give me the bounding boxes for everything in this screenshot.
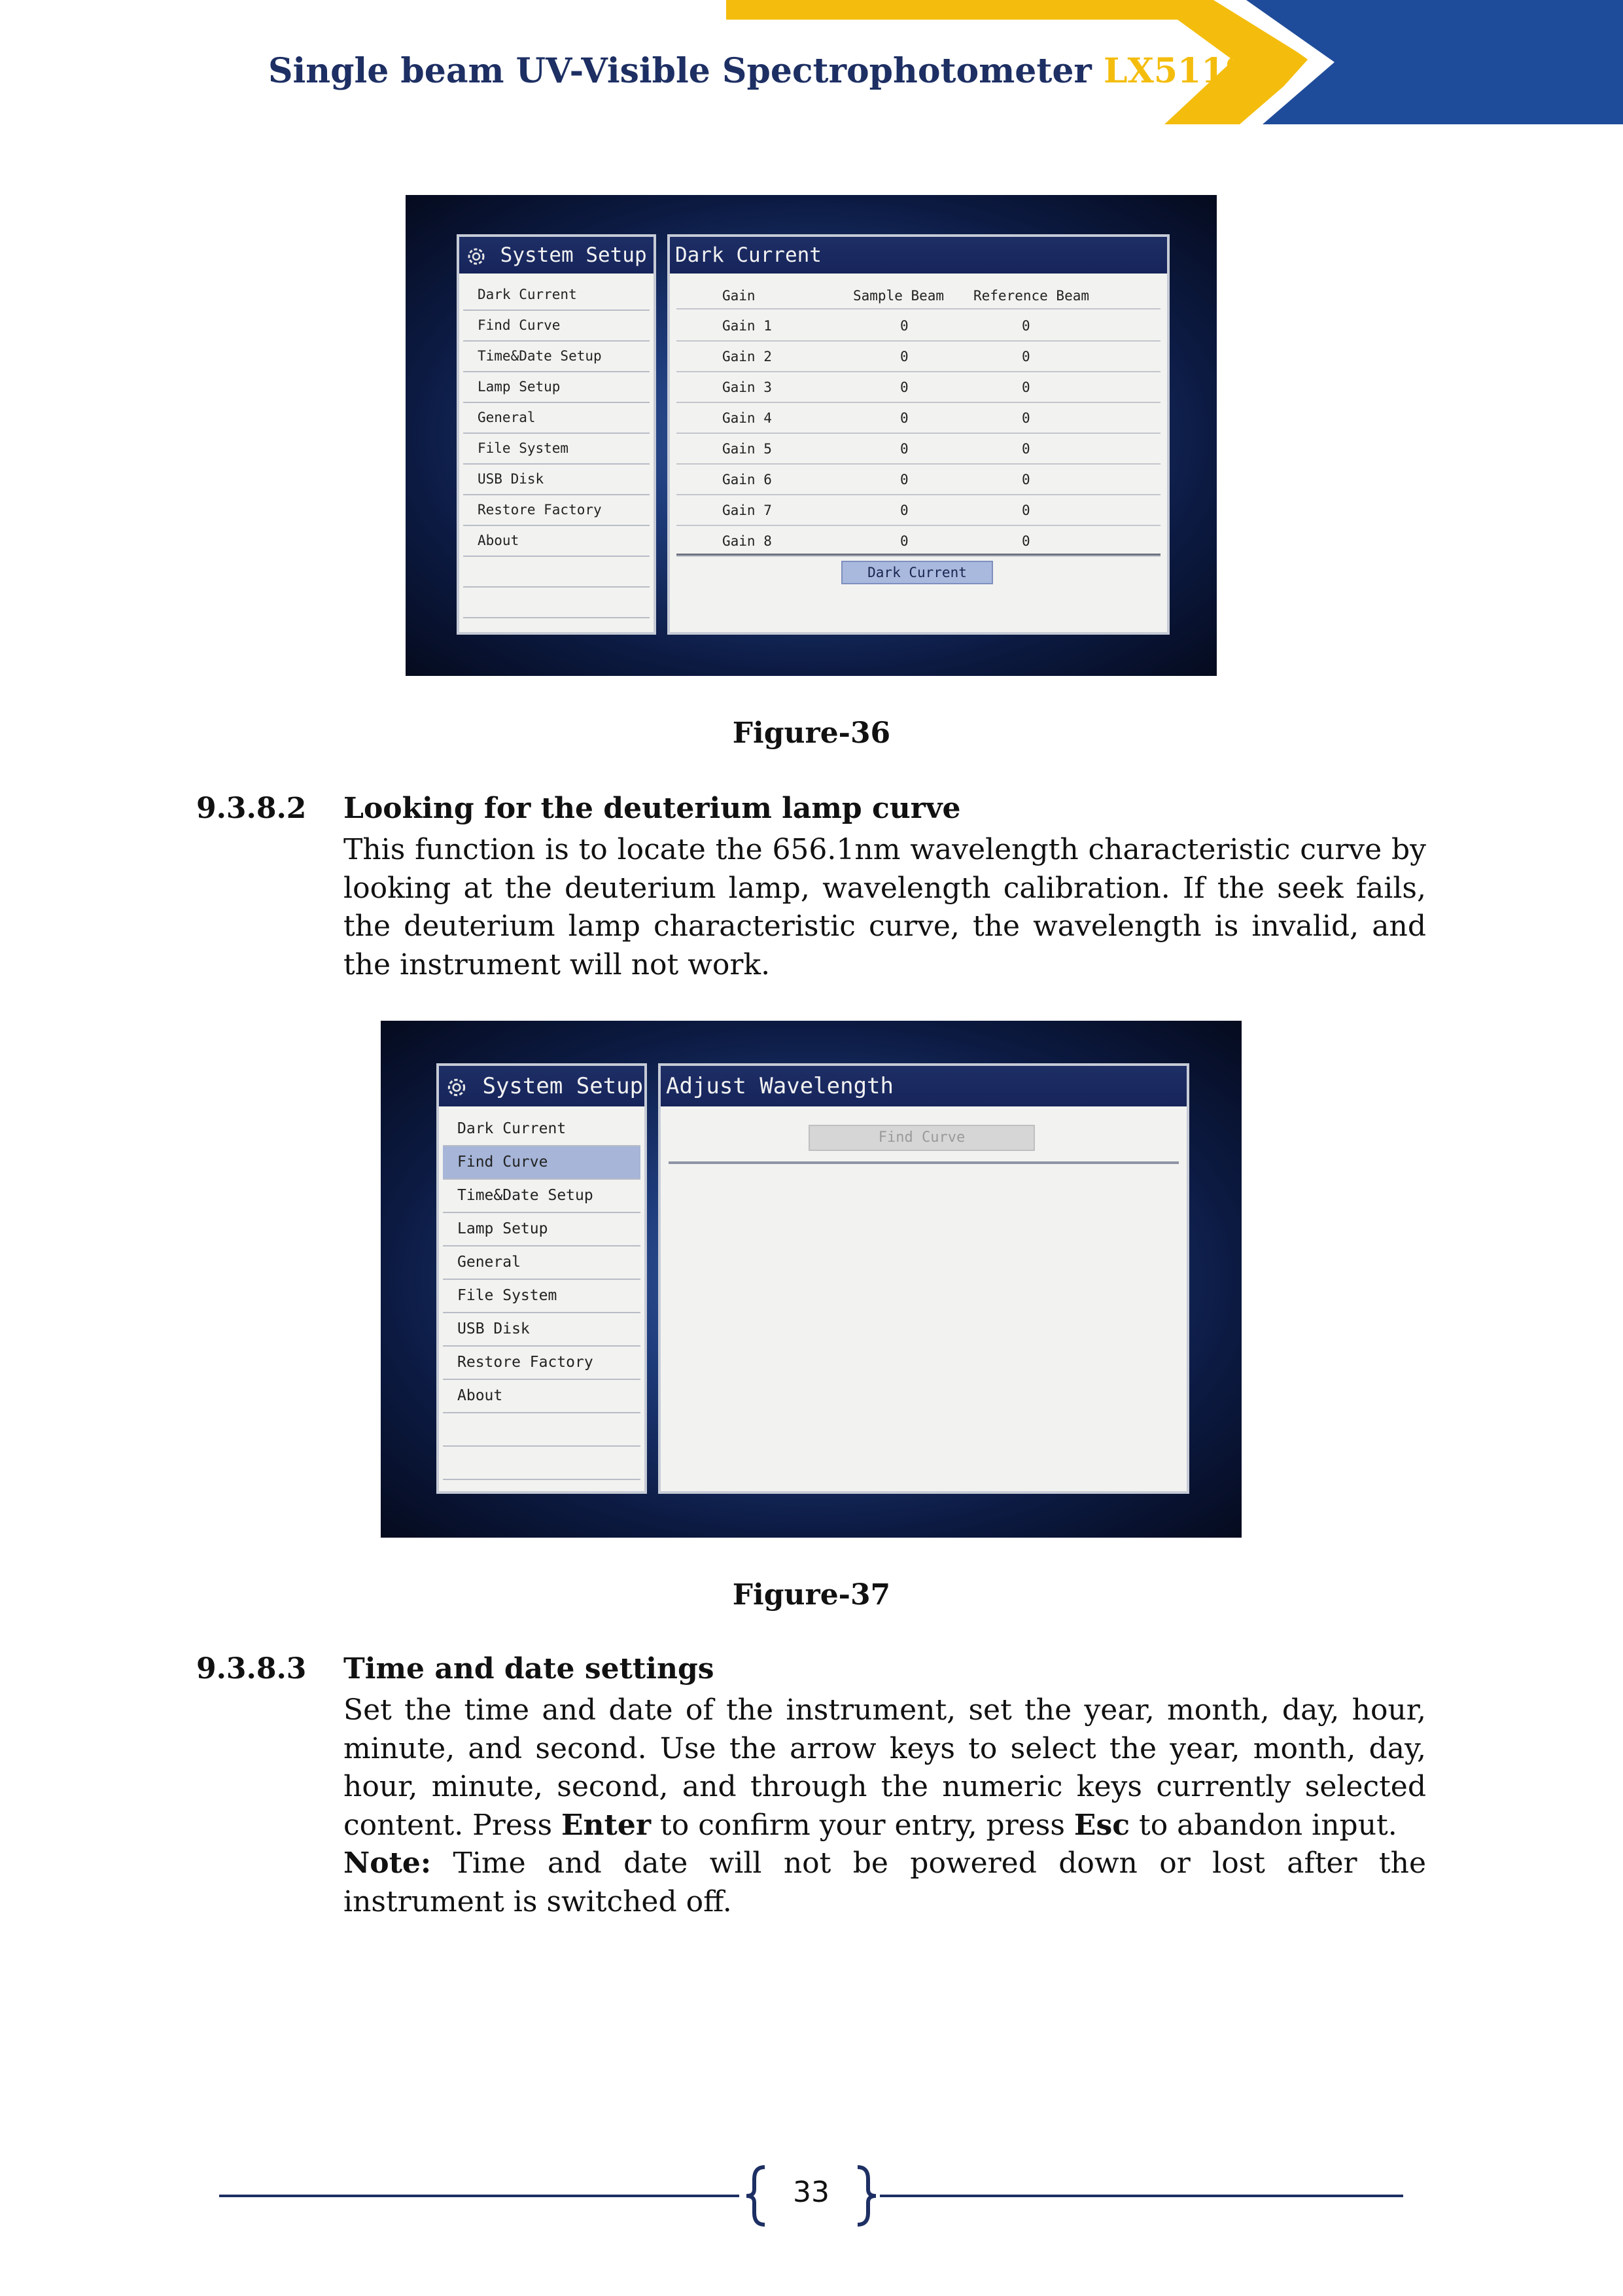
reference-beam-value: 0 bbox=[1022, 349, 1030, 364]
sidebar-item-general[interactable]: General bbox=[463, 403, 650, 434]
figure-37-caption: Figure-37 bbox=[732, 1578, 891, 1612]
section-number-9382: 9.3.8.2 bbox=[196, 792, 307, 825]
sample-beam-value: 0 bbox=[900, 410, 909, 426]
section-body-9383 bbox=[343, 1691, 1426, 1921]
reference-beam-value: 0 bbox=[1022, 533, 1030, 549]
sidebar-header bbox=[459, 237, 654, 274]
table-row-divider bbox=[676, 494, 1161, 495]
sidebar-item-file-system[interactable]: File System bbox=[443, 1280, 640, 1313]
gain-label: Gain 5 bbox=[722, 441, 772, 457]
panel-header bbox=[661, 1066, 1187, 1106]
sidebar-item-lamp-setup[interactable]: Lamp Setup bbox=[443, 1213, 640, 1246]
sidebar-item-restore-factory[interactable]: Restore Factory bbox=[463, 495, 650, 526]
sample-beam-value: 0 bbox=[900, 349, 909, 364]
sidebar-item-time-date-setup[interactable]: Time&Date Setup bbox=[443, 1180, 640, 1213]
sample-beam-value: 0 bbox=[900, 441, 909, 457]
section-body-9382-text: This function is to locate the 656.1nm wavelength characteristic curve by looking at the deuterium lamp, wavelength calibration. If the seek fails, the deuterium lamp characteristic curve, the wavelength is invalid, and the instrument will not work. bbox=[343, 833, 1426, 981]
body-text-1: Set the time and date of the instrument, set the year, month, day, hour, minute, and second. Use the arrow keys to select the year, month, day, hour, minute, second, and through the numeric keys currently selected content. Press bbox=[343, 1693, 1426, 1842]
sidebar-item-dark-current[interactable]: Dark Current bbox=[443, 1113, 640, 1146]
table-row-divider bbox=[676, 525, 1161, 526]
section-body-9382 bbox=[343, 831, 1426, 984]
system-setup-sidebar bbox=[457, 234, 656, 635]
find-curve-button[interactable]: Find Curve bbox=[809, 1125, 1035, 1151]
sidebar-empty-row bbox=[443, 1413, 640, 1447]
gear-icon bbox=[464, 245, 488, 268]
gain-label: Gain 8 bbox=[722, 533, 772, 549]
dark-current-button[interactable]: Dark Current bbox=[841, 561, 993, 584]
col-header-reference-beam: Reference Beam bbox=[973, 288, 1090, 304]
reference-beam-value: 0 bbox=[1022, 318, 1030, 334]
sidebar-header bbox=[439, 1066, 644, 1106]
sidebar-item-time-date-setup[interactable]: Time&Date Setup bbox=[463, 342, 650, 372]
sample-beam-value: 0 bbox=[900, 503, 909, 518]
table-row-divider bbox=[676, 340, 1161, 342]
gain-label: Gain 4 bbox=[722, 410, 772, 426]
sidebar-title: System Setup bbox=[482, 1073, 644, 1099]
sidebar-item-find-curve[interactable]: Find Curve bbox=[443, 1146, 640, 1180]
footer-line-right bbox=[880, 2195, 1403, 2197]
table-row-divider bbox=[676, 371, 1161, 372]
enter-key-label: Enter bbox=[561, 1808, 652, 1842]
table-bottom-line bbox=[676, 554, 1161, 556]
sidebar-item-restore-factory[interactable]: Restore Factory bbox=[443, 1347, 640, 1380]
note-text: Time and date will not be powered down or lost after the instrument is switched off. bbox=[343, 1846, 1426, 1918]
sidebar-item-dark-current[interactable]: Dark Current bbox=[463, 280, 650, 311]
gain-label: Gain 7 bbox=[722, 503, 772, 518]
sample-beam-value: 0 bbox=[900, 380, 909, 395]
figure-36-caption: Figure-36 bbox=[732, 716, 891, 750]
gain-label: Gain 3 bbox=[722, 380, 772, 395]
sidebar-item-file-system[interactable]: File System bbox=[463, 434, 650, 465]
header-divider bbox=[676, 308, 1161, 309]
footer-line-left bbox=[219, 2195, 739, 2197]
system-setup-sidebar bbox=[436, 1063, 647, 1494]
section-number-9383: 9.3.8.3 bbox=[196, 1652, 307, 1686]
table-row-divider bbox=[676, 433, 1161, 434]
gear-icon bbox=[444, 1075, 469, 1100]
body-text-3: to abandon input. bbox=[1130, 1808, 1397, 1842]
sidebar-empty-row bbox=[463, 588, 650, 618]
sidebar-item-about[interactable]: About bbox=[463, 526, 650, 557]
body-text-2: to confirm your entry, press bbox=[651, 1808, 1074, 1842]
page-number: 33 bbox=[793, 2176, 829, 2209]
table-row-divider bbox=[676, 556, 1161, 557]
sidebar-empty-row bbox=[443, 1447, 640, 1480]
section-body-9383-text bbox=[343, 1691, 1426, 1845]
sidebar-empty-row bbox=[463, 557, 650, 588]
adjust-wavelength-panel bbox=[658, 1063, 1189, 1494]
section-title-9383: Time and date settings bbox=[343, 1652, 714, 1686]
table-row-divider bbox=[676, 402, 1161, 403]
reference-beam-value: 0 bbox=[1022, 441, 1030, 457]
col-header-sample-beam: Sample Beam bbox=[853, 288, 945, 304]
reference-beam-value: 0 bbox=[1022, 472, 1030, 487]
sample-beam-value: 0 bbox=[900, 533, 909, 549]
left-brace-icon bbox=[742, 2164, 769, 2227]
sidebar-item-lamp-setup[interactable]: Lamp Setup bbox=[463, 372, 650, 403]
figure-36-screenshot bbox=[406, 195, 1217, 676]
sidebar-item-find-curve[interactable]: Find Curve bbox=[463, 311, 650, 342]
dark-current-panel bbox=[667, 234, 1170, 635]
right-brace-icon bbox=[854, 2164, 880, 2227]
note-paragraph bbox=[343, 1845, 1426, 1921]
sample-beam-value: 0 bbox=[900, 472, 909, 487]
sidebar-item-usb-disk[interactable]: USB Disk bbox=[463, 465, 650, 495]
sidebar-item-general[interactable]: General bbox=[443, 1246, 640, 1280]
table-row-divider bbox=[676, 463, 1161, 465]
reference-beam-value: 0 bbox=[1022, 380, 1030, 395]
col-header-gain: Gain bbox=[722, 288, 756, 304]
gain-label: Gain 1 bbox=[722, 318, 772, 334]
sidebar-item-usb-disk[interactable]: USB Disk bbox=[443, 1313, 640, 1347]
document-title-text: Single beam UV-Visible Spectrophotometer bbox=[268, 51, 1092, 91]
reference-beam-value: 0 bbox=[1022, 410, 1030, 426]
gain-label: Gain 2 bbox=[722, 349, 772, 364]
reference-beam-value: 0 bbox=[1022, 503, 1030, 518]
panel-header bbox=[670, 237, 1167, 274]
model-number: LX511SS bbox=[1103, 51, 1274, 91]
section-title-9382: Looking for the deuterium lamp curve bbox=[343, 792, 961, 825]
panel-divider bbox=[669, 1161, 1179, 1164]
panel-title: Adjust Wavelength bbox=[666, 1073, 894, 1099]
panel-title: Dark Current bbox=[675, 243, 822, 267]
sidebar-item-about[interactable]: About bbox=[443, 1380, 640, 1413]
sample-beam-value: 0 bbox=[900, 318, 909, 334]
note-label: Note: bbox=[343, 1846, 432, 1880]
figure-37-screenshot bbox=[381, 1021, 1242, 1538]
document-title bbox=[268, 51, 1273, 91]
esc-key-label: Esc bbox=[1073, 1808, 1130, 1842]
sidebar-title: System Setup bbox=[500, 243, 647, 267]
gain-label: Gain 6 bbox=[722, 472, 772, 487]
